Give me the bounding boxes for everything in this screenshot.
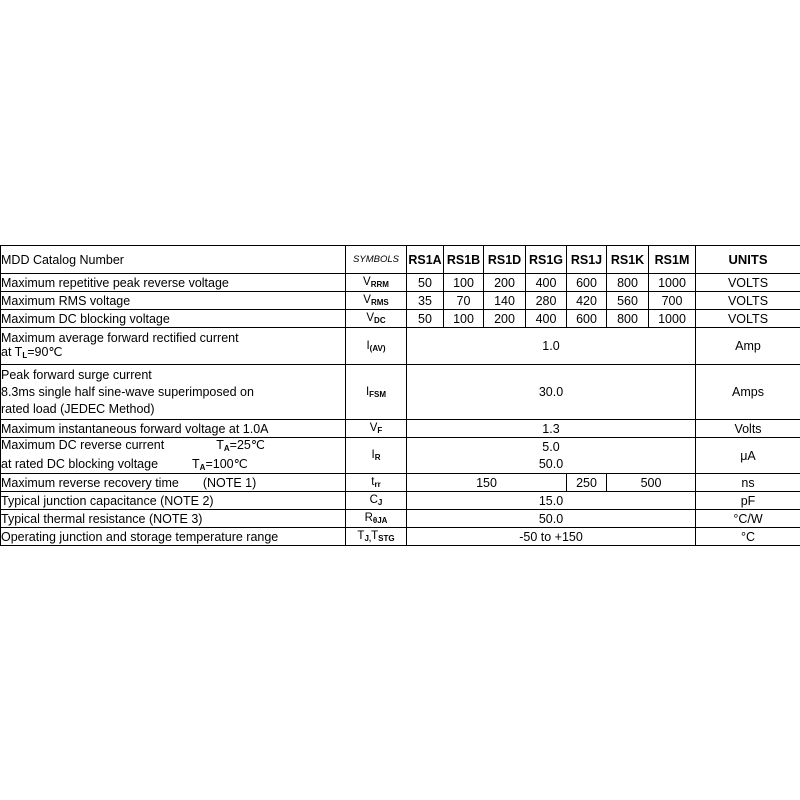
- part-header-rs1b: RS1B: [444, 246, 484, 274]
- table-row-vrms: [1, 292, 800, 310]
- part-header-rs1m: RS1M: [649, 246, 696, 274]
- param-label: Maximum reverse recovery time (NOTE 1): [1, 474, 346, 492]
- value-cell: 100: [444, 274, 484, 292]
- table-row-iav: [1, 328, 800, 365]
- ir-value-25c: 5.0: [542, 440, 560, 454]
- value-cell: 1.0: [407, 328, 696, 365]
- unit-cell: μA: [696, 438, 800, 474]
- symbol-cell: VF: [346, 420, 407, 438]
- symbol-cell: RθJA: [346, 510, 407, 528]
- value-cell: 420: [567, 292, 607, 310]
- part-header-rs1k: RS1K: [607, 246, 649, 274]
- value-cell: 700: [649, 292, 696, 310]
- unit-cell: VOLTS: [696, 310, 800, 328]
- value-cell: 1000: [649, 274, 696, 292]
- part-header-rs1j: RS1J: [567, 246, 607, 274]
- symbol-cell: CJ: [346, 492, 407, 510]
- param-label: Maximum DC blocking voltage: [1, 310, 346, 328]
- symbol-cell: IFSM: [346, 365, 407, 420]
- param-label: Operating junction and storage temperature range: [1, 528, 346, 546]
- value-cell: 35: [407, 292, 444, 310]
- value-cell: 560: [607, 292, 649, 310]
- table-row-tj: [1, 528, 800, 546]
- value-cell: 500: [607, 474, 696, 492]
- units-header: UNITS: [696, 246, 800, 274]
- unit-cell: Volts: [696, 420, 800, 438]
- value-cell: 200: [484, 310, 526, 328]
- ir-value-100c: 50.0: [538, 457, 564, 471]
- table-row-vrrm: [1, 274, 800, 292]
- value-cell: 400: [526, 310, 567, 328]
- symbol-cell: IR: [346, 438, 407, 474]
- param-label: Maximum instantaneous forward voltage at 1.0A: [1, 420, 346, 438]
- value-cell: 800: [607, 274, 649, 292]
- value-cell: 30.0: [407, 365, 696, 420]
- value-cell: 600: [567, 310, 607, 328]
- value-cell: 1.3: [407, 420, 696, 438]
- symbol-cell: VDC: [346, 310, 407, 328]
- symbol-cell: TJ,TSTG: [346, 528, 407, 546]
- value-cell: 150: [407, 474, 567, 492]
- unit-cell: Amps: [696, 365, 800, 420]
- value-cell: 70: [444, 292, 484, 310]
- table-row-trr: [1, 474, 800, 492]
- table-row-vdc: [1, 310, 800, 328]
- unit-cell: °C: [696, 528, 800, 546]
- table-header-row: [1, 246, 800, 274]
- symbols-header: SYMBOLS: [346, 246, 407, 274]
- value-cell: 400: [526, 274, 567, 292]
- unit-cell: pF: [696, 492, 800, 510]
- part-header-rs1a: RS1A: [407, 246, 444, 274]
- catalog-number-header: MDD Catalog Number: [1, 246, 346, 274]
- specifications-table: [0, 245, 800, 546]
- value-cell: 800: [607, 310, 649, 328]
- value-cell: 200: [484, 274, 526, 292]
- unit-cell: VOLTS: [696, 274, 800, 292]
- value-cell: 50: [407, 274, 444, 292]
- table-row-cj: [1, 492, 800, 510]
- table-row-vf: [1, 420, 800, 438]
- symbol-cell: I(AV): [346, 328, 407, 365]
- unit-cell: VOLTS: [696, 292, 800, 310]
- value-cell: 250: [567, 474, 607, 492]
- table-row-ifsm: [1, 365, 800, 420]
- value-cell: 280: [526, 292, 567, 310]
- unit-cell: ns: [696, 474, 800, 492]
- param-label: Maximum average forward rectified current at TL=90℃: [1, 328, 346, 365]
- part-header-rs1g: RS1G: [526, 246, 567, 274]
- symbol-cell: VRRM: [346, 274, 407, 292]
- value-cell: 50: [407, 310, 444, 328]
- value-cell: 50.0: [407, 510, 696, 528]
- param-label: Typical junction capacitance (NOTE 2): [1, 492, 346, 510]
- value-cell: 140: [484, 292, 526, 310]
- unit-cell: Amp: [696, 328, 800, 365]
- param-label: Maximum repetitive peak reverse voltage: [1, 274, 346, 292]
- param-label: Typical thermal resistance (NOTE 3): [1, 510, 346, 528]
- value-cell: 100: [444, 310, 484, 328]
- unit-cell: °C/W: [696, 510, 800, 528]
- param-label: Maximum DC reverse current TA=25℃ at rated DC blocking voltage TA=100℃: [1, 438, 346, 474]
- value-cell: 1000: [649, 310, 696, 328]
- symbol-cell: VRMS: [346, 292, 407, 310]
- value-cell: 600: [567, 274, 607, 292]
- value-cell: -50 to +150: [407, 528, 696, 546]
- table-row-ir: [1, 438, 800, 474]
- table-row-rth: [1, 510, 800, 528]
- part-header-rs1d: RS1D: [484, 246, 526, 274]
- symbol-cell: trr: [346, 474, 407, 492]
- param-label: Peak forward surge current 8.3ms single half sine-wave superimposed on rated load (JEDEC Method): [1, 365, 346, 420]
- value-cell: 15.0: [407, 492, 696, 510]
- param-label: Maximum RMS voltage: [1, 292, 346, 310]
- value-cell: [407, 438, 696, 474]
